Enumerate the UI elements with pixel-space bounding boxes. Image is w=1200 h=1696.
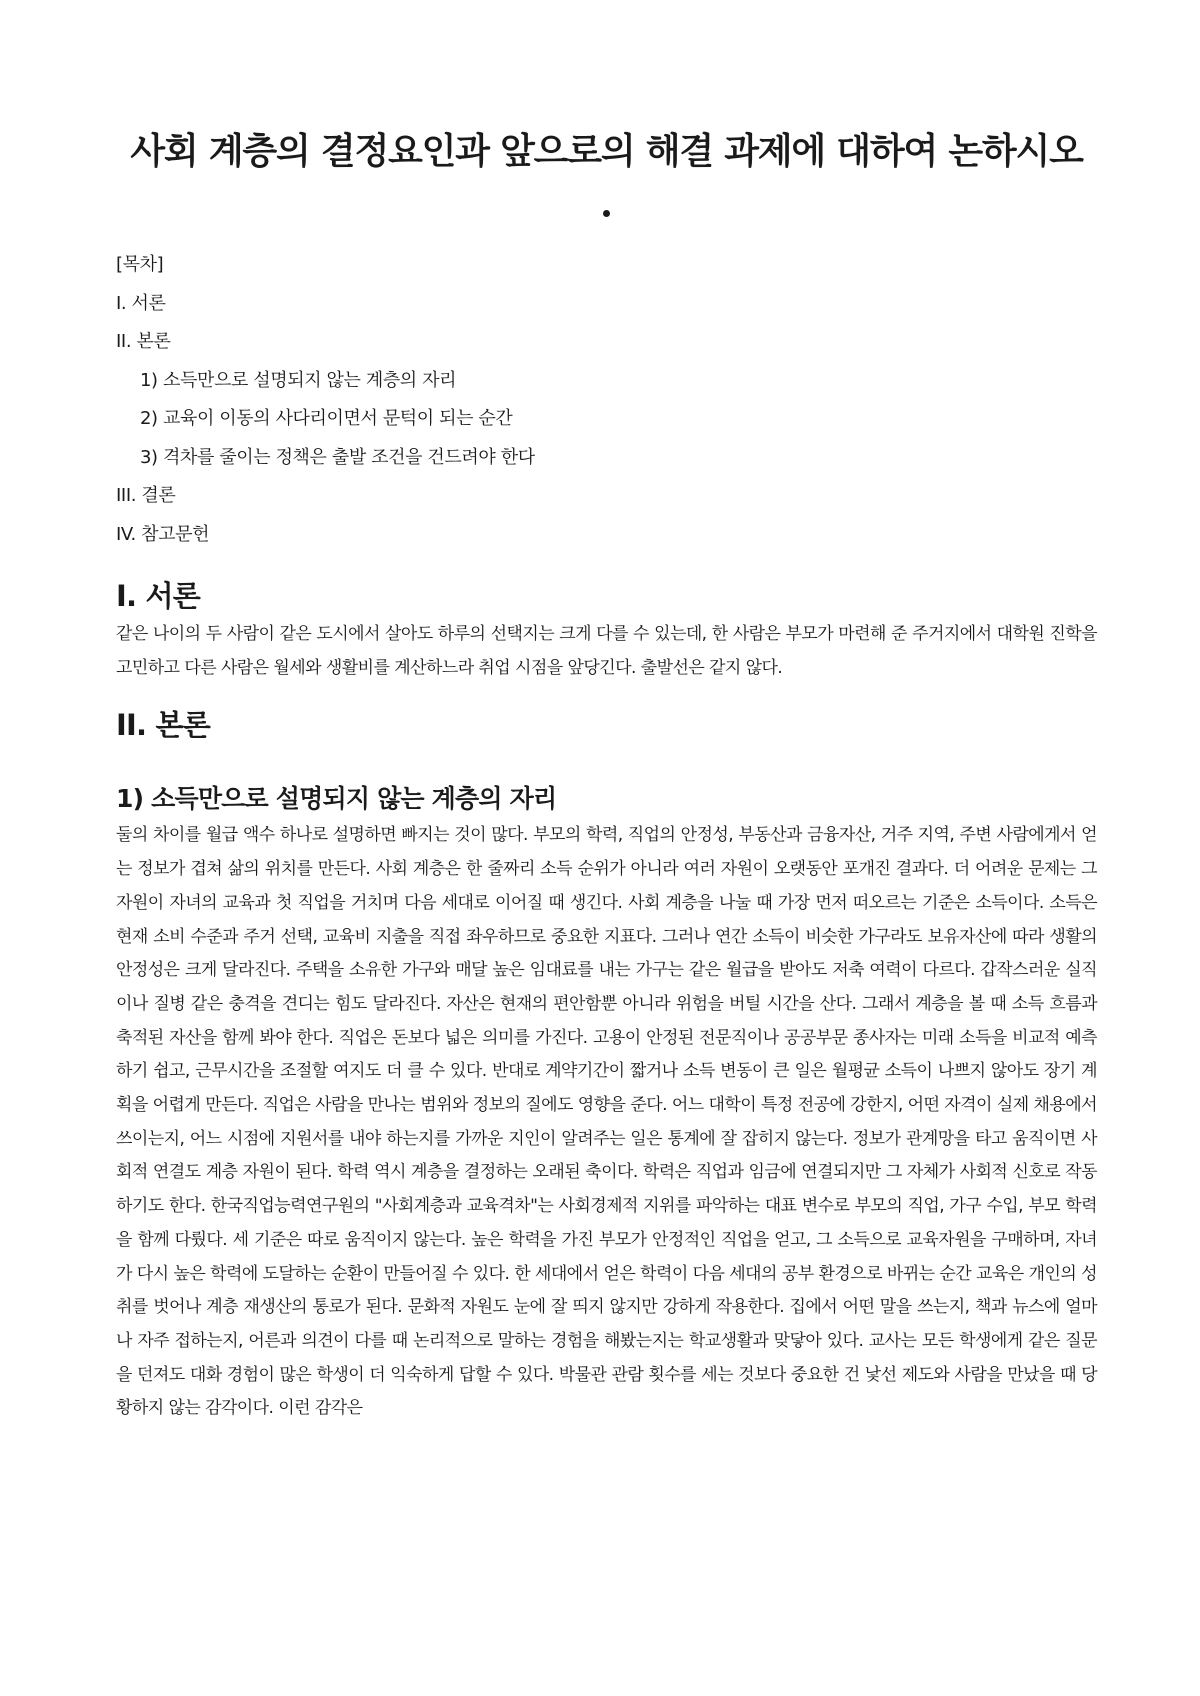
- section-heading-body: II. 본론: [116, 708, 210, 743]
- toc-item-references: IV. 참고문헌: [116, 523, 210, 545]
- intro-paragraph: 같은 나이의 두 사람이 같은 도시에서 살아도 하루의 선택지는 크게 다를 수 있는데, 한 사람은 부모가 마련해 준 주거지에서 대학원 진학을 고민하고 다른 사람은 월세와 생활비를 계산하느라 취업 시점을 앞당긴다. 출발선은 같지 않다.: [116, 624, 1097, 678]
- subsection-heading-1: 1) 소득만으로 설명되지 않는 계층의 자리: [116, 784, 557, 814]
- toc-item-intro: I. 서론: [116, 292, 166, 314]
- document-title: 사회 계층의 결정요인과 앞으로의 해결 과제에 대하여 논하시오: [130, 131, 1083, 172]
- table-of-contents: [116, 246, 1097, 554]
- toc-heading: [목차]: [116, 254, 164, 275]
- toc-item-body: II. 본론: [116, 331, 171, 352]
- toc-item-body-1: 1) 소득만으로 설명되지 않는 계층의 자리: [140, 369, 457, 391]
- toc-item-body-2: 2) 교육이 이동의 사다리이면서 문턱이 되는 순간: [140, 408, 513, 429]
- toc-item-body-3: 3) 격차를 줄이는 정책은 출발 조건을 건드려야 한다: [140, 446, 535, 468]
- toc-item-conclusion: III. 결론: [116, 485, 176, 506]
- title-bullet-dot: [603, 210, 610, 217]
- section-heading-intro: I. 서론: [116, 579, 200, 613]
- subsection-1-paragraph: 둘의 차이를 월급 액수 하나로 설명하면 빠지는 것이 많다. 부모의 학력, 직업의 안정성, 부동산과 금융자산, 거주 지역, 주변 사람에게서 얻는 정보가 겹쳐 삶의 위치를 만든다. 사회 계층은 한 줄짜리 소득 순위가 아니라 여러 자원이 오랫동안 포개진 결과다. 더 어려운 문제는 그 자원이 자녀의 교육과 첫 직업을 거치며 다음 세대로 이어질 때 생긴다. 사회 계층을 나눌 때 가장 먼저 떠오르는 기준은 소득이다. 소득은 현재 소비 수준과 주거 선택, 교육비 지출을 직접 좌우하므로 중요한 지표다. 그러나 연간 소득이 비슷한 가구라도 보유자산에 따라 생활의 안정성은 크게 달라진다. 주택을 소유한 가구와 매달 높은 임대료를 내는 가구는 같은 월급을 받아도 저축 여력이 다르다. 갑작스러운 실직이나 질병 같은 충격을 견디는 힘도 달라진다. 자산은 현재의 편안함뿐 아니라 위험을 버틸 시간을 산다. 그래서 계층을 볼 때 소득 흐름과 축적된 자산을 함께 봐야 한다. 직업은 돈보다 넓은 의미를 가진다. 고용이 안정된 전문직이나 공공부문 종사자는 미래 소득을 비교적 예측하기 쉽고, 근무시간을 조절할 여지도 더 클 수 있다. 반대로 계약기간이 짧거나 소득 변동이 큰 일은 월평균 소득이 나쁘지 않아도 장기 계획을 어렵게 만든다. 직업은 사람을 만나는 범위와 정보의 질에도 영향을 준다. 어느 대학이 특정 전공에 강한지, 어떤 자격이 실제 채용에서 쓰이는지, 어느 시점에 지원서를 내야 하는지를 가까운 지인이 알려주는 일은 통계에 잘 잡히지 않는다. 정보가 관계망을 타고 움직이면 사회적 연결도 계층 자원이 된다. 학력 역시 계층을 결정하는 오래된 축이다. 학력은 직업과 임금에 연결되지만 그 자체가 사회적 신호로 작동하기도 한다. 한국직업능력연구원의 "사회계층과 교육격차"는 사회경제적 지위를 파악하는 대표 변수로 부모의 직업, 가구 수입, 부모 학력을 함께 다뤘다. 세 기준은 따로 움직이지 않는다. 높은 학력을 가진 부모가 안정적인 직업을 얻고, 그 소득으로 교육자원을 구매하며, 자녀가 다시 높은 학력에 도달하는 순환이 만들어질 수 있다. 한 세대에서 얻은 학력이 다음 세대의 공부 환경으로 바뀌는 순간 교육은 개인의 성취를 벗어나 계층 재생산의 통로가 된다. 문화적 자원도 눈에 잘 띄지 않지만 강하게 작용한다. 집에서 어떤 말을 쓰는지, 책과 뉴스에 얼마나 자주 접하는지, 어른과 의견이 다를 때 논리적으로 말하는 경험을 해봤는지는 학교생활과 맞닿아 있다. 교사는 모든 학생에게 같은 질문을 던져도 대화 경험이 많은 학생이 더 익숙하게 답할 수 있다. 박물관 관람 횟수를 세는 것보다 중요한 건 낯선 제도와 사람을 만났을 때 당황하지 않는 감각이다. 이런 감각은: [116, 825, 1097, 1419]
